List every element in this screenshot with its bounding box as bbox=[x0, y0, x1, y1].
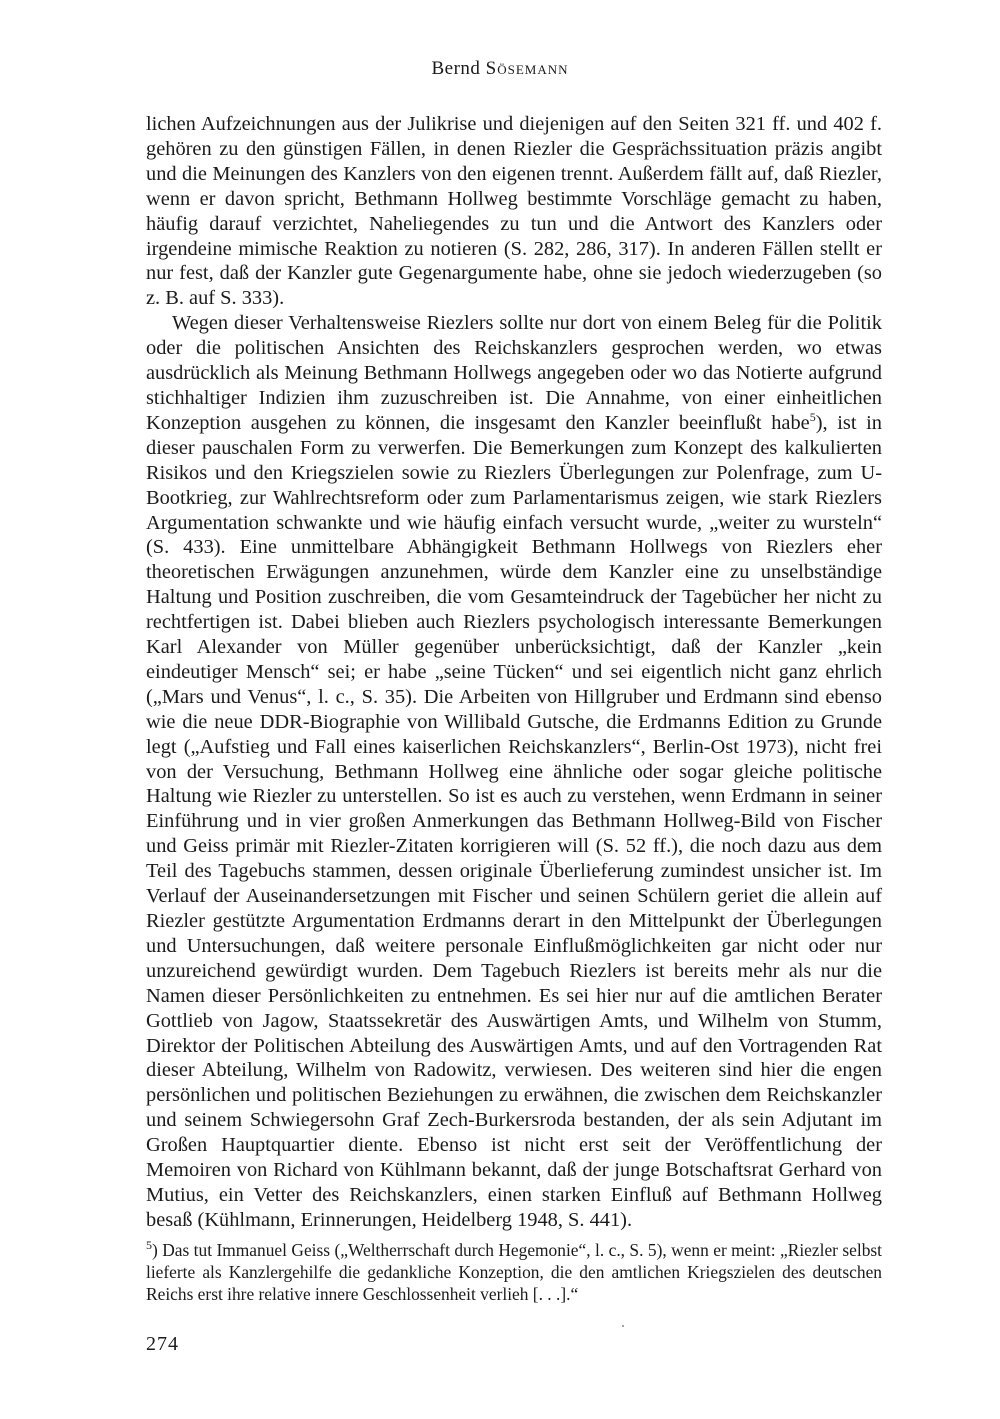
main-text bbox=[146, 112, 882, 1233]
author-first-name: Bernd bbox=[431, 58, 481, 79]
footnote-marker: 5 bbox=[146, 1238, 152, 1253]
page-number: 274 bbox=[146, 1333, 179, 1355]
footnote-5 bbox=[146, 1240, 882, 1305]
footnote bbox=[146, 1240, 882, 1305]
paragraph-2 bbox=[146, 311, 882, 1233]
running-head bbox=[0, 58, 1000, 80]
footnote-text: ) Das tut Immanuel Geiss („Weltherrschaft durch Hegemonie“, l. c., S. 5), wenn er meint: „Riezler selbst lieferte als Kanzlergehilfe die gedankliche Konzeption, die den amtlichen Kriegszielen des deutschen Reichs erst ihre relative innere Geschlossenheit verlieh [. . .].“ bbox=[146, 1240, 882, 1304]
print-speck bbox=[622, 1325, 624, 1327]
paragraph-2-text-b: ), ist in dieser pauschalen Form zu verwerfen. Die Bemerkungen zum Konzept des kalkulierten Risikos und den Kriegszielen sowie zu Riezlers Überlegungen zur Polenfrage, zum U-Bootkrieg, zur Wahlrechtsreform oder zum Parlamentarismus zeigen, wie stark Riezlers Argumentation schwankte und wie häufig einfach versucht wurde, „weiter zu wursteln“ (S. 433). Eine unmittelbare Abhängigkeit Bethmann Hollwegs von Riezlers eher theoretischen Erwägungen anzunehmen, würde dem Kanzler eine zu unselbständige Haltung und Position zuschreiben, die vom Gesamteindruck der Tagebücher her nicht zu rechtfertigen ist. Dabei blieben auch Riezlers psychologisch interessante Bemerkungen Karl Alexander von Müller gegenüber unberücksichtigt, daß der Kanzler „kein eindeutiger Mensch“ sei; er habe „seine Tücken“ und sei eigentlich nicht ganz ehrlich („Mars und Venus“, l. c., S. 35). Die Arbeiten von Hillgruber und Erdmann sind ebenso wie die neue DDR-Biographie von Willibald Gutsche, die Erdmanns Edition zu Grunde legt („Aufstieg und Fall eines kaiserlichen Reichskanzlers“, Berlin-Ost 1973), nicht frei von der Versuchung, Bethmann Hollweg eine ähnliche oder sogar gleiche politische Haltung wie Riezler zu unterstellen. So ist es auch zu verstehen, wenn Erdmann in seiner Einführung und in vier großen Anmerkungen das Bethmann Hollweg-Bild von Fischer und Geiss primär mit Riezler-Zitaten korrigieren will (S. 52 ff.), die noch dazu aus dem Teil des Tagebuchs stammen, dessen originale Überlieferung zumindest unsicher ist. Im Verlauf der Auseinandersetzungen mit Fischer und seinen Schülern geriet die allein auf Riezler gestützte Argumentation Erdmanns derart in den Mittelpunkt der Überlegungen und Untersuchungen, daß weitere personale Einflußmöglichkeiten gar nicht oder nur unzureichend gewürdigt wurden. Dem Tagebuch Riezlers ist bereits mehr als nur die Namen dieser Persönlichkeiten zu entnehmen. Es sei hier nur auf die amtlichen Berater Gottlieb von Jagow, Staatssekretär des Auswärtigen Amts, und Wilhelm von Stumm, Direktor der Politischen Abteilung des Auswärtigen Amts, und auf den Vortragenden Rat dieser Abteilung, Wilhelm von Radowitz, verwiesen. Des weiteren sind hier die engen persönlichen und politischen Beziehungen zu erwähnen, die zwischen dem Reichskanzler und seinem Schwiegersohn Graf Zech-Burkersroda bestanden, der als sein Adjutant im Großen Hauptquartier diente. Ebenso ist nicht erst seit der Veröffentlichung der Memoiren von Richard von Kühlmann bekannt, daß der junge Botschaftsrat Gerhard von Mutius, ein Vetter des Reichskanzlers, einen starken Einfluß auf Bethmann Hollweg besaß (Kühlmann, Erinnerungen, Heidelberg 1948, S. 441). bbox=[146, 411, 882, 1231]
paragraph-1: lichen Aufzeichnungen aus der Julikrise und diejenigen auf den Seiten 321 ff. und 402 f. gehören zu den günstigen Fällen, in denen Riezler die Gesprächssituation präzis angibt und die Meinungen des Kanzlers von den eigenen trennt. Außerdem fällt auf, daß Riezler, wenn er davon spricht, Bethmann Hollweg bestimmte Vorschläge gemacht zu haben, häufig darauf verzichtet, Naheliegendes zu tun und die Antwort des Kanzlers oder irgendeine mimische Reaktion zu notieren (S. 282, 286, 317). In anderen Fällen stellt er nur fest, daß der Kanzler gute Gegenargumente habe, ohne sie jedoch wiederzugeben (so z. B. auf S. 333). bbox=[146, 113, 882, 310]
footnote-reference: 5 bbox=[809, 410, 816, 425]
author-last-name: Sösemann bbox=[485, 58, 569, 79]
paragraph-2-text-a: Wegen dieser Verhaltensweise Riezlers sollte nur dort von einem Beleg für die Politik oder die politischen Ansichten des Reichskanzlers gesprochen werden, wo etwas ausdrücklich als Meinung Bethmann Hollwegs angegeben oder wo das Notierte aufgrund stichhaltiger Indizien ihm zuzuschreiben ist. Die Annahme, von einer einheitlichen Konzeption ausgehen zu können, die insgesamt den Kanzler beeinflußt habe bbox=[146, 312, 882, 434]
